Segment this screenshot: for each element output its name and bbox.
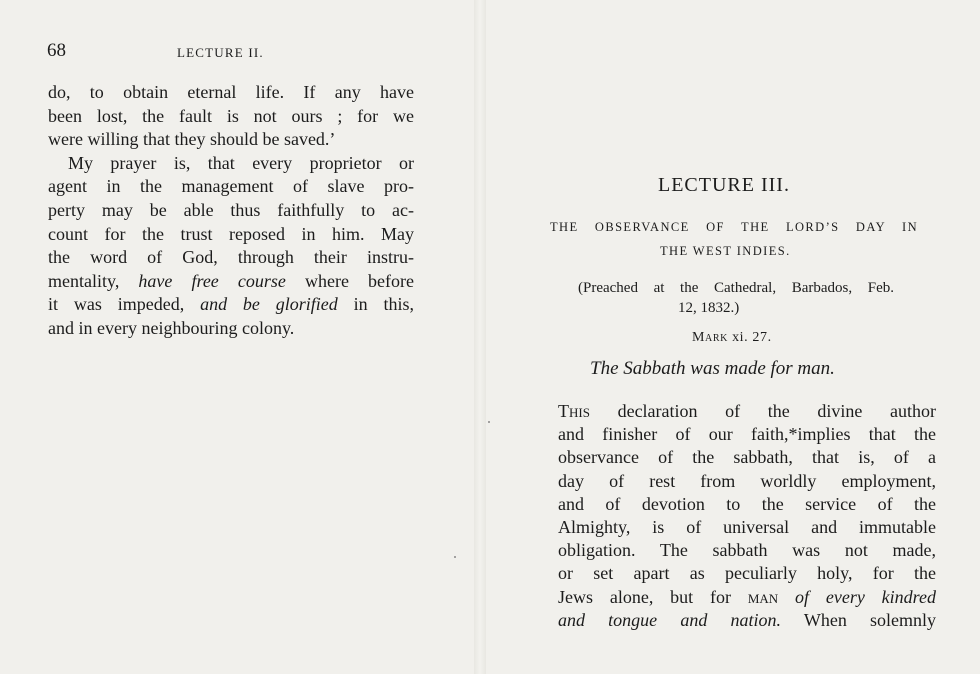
text-line: agent in the management of slave pro- — [48, 176, 414, 197]
text-line: and of devotion to the service of the — [558, 493, 936, 514]
text-line: Almighty, is of universal and immutable — [558, 517, 936, 538]
print-speck — [454, 556, 456, 558]
text-line: My prayer is, that every proprietor or — [68, 152, 414, 173]
page-number: 68 — [47, 40, 66, 61]
text-line: and in every neighbouring colony. — [48, 317, 295, 338]
italic-phrase: and tongue and nation. — [558, 609, 781, 630]
print-speck — [488, 421, 490, 423]
book-gutter — [474, 0, 486, 674]
text-segment: declaration of the divine author — [617, 401, 936, 421]
preached-note: (Preached at the Cathedral, Barbados, Feb. — [578, 280, 894, 296]
text-line: been lost, the fault is not ours ; for we — [48, 105, 414, 126]
right-body-text — [558, 400, 936, 632]
chapter-subtitle: THE OBSERVANCE OF THE LORD’S DAY IN — [550, 220, 918, 234]
text-segment: where before — [304, 270, 414, 291]
scripture-book: Mark — [692, 330, 728, 345]
text-line — [48, 270, 414, 294]
scripture-reference — [692, 330, 772, 346]
text-line — [558, 609, 936, 632]
text-line: were willing that they should be saved.’ — [48, 129, 336, 150]
chapter-subtitle: THE WEST INDIES. — [660, 244, 791, 258]
text-segment: in this, — [353, 294, 414, 315]
text-segment: When solemnly — [803, 609, 936, 630]
text-line: count for the trust reposed in him. May — [48, 223, 414, 244]
italic-phrase: have free course — [138, 270, 286, 291]
text-segment: it was impeded, — [48, 294, 185, 315]
right-page — [490, 0, 980, 674]
preached-note: 12, 1832.) — [678, 300, 740, 316]
scripture-verse: xi. 27. — [732, 330, 772, 345]
chapter-title: LECTURE III. — [658, 174, 790, 196]
italic-phrase: of every kindred — [795, 586, 936, 607]
italic-phrase: and be glorified — [200, 294, 338, 315]
left-page — [0, 0, 470, 674]
text-segment: Jews alone, but for — [558, 586, 731, 607]
text-line: or set apart as peculiarly holy, for the — [558, 563, 936, 584]
left-body-text — [48, 81, 414, 341]
text-segment: mentality, — [48, 270, 120, 291]
small-caps-word: man — [747, 586, 779, 607]
text-line — [558, 586, 936, 609]
running-head-title: LECTURE II. — [177, 45, 264, 60]
text-line: perty may be able thus faithfully to ac- — [48, 199, 414, 220]
epigraph: The Sabbath was made for man. — [590, 358, 835, 379]
dropcap-word: This — [558, 401, 590, 421]
text-line: observance of the sabbath, that is, of a — [558, 447, 936, 468]
running-head — [47, 40, 427, 64]
text-line — [48, 293, 414, 317]
text-line: and finisher of our faith,*implies that the — [558, 424, 936, 445]
text-line: day of rest from worldly employment, — [558, 470, 936, 491]
text-line: do, to obtain eternal life. If any have — [48, 82, 414, 102]
text-line — [558, 400, 936, 423]
text-line: obligation. The sabbath was not made, — [558, 540, 936, 561]
text-line: the word of God, through their instru- — [48, 247, 414, 268]
